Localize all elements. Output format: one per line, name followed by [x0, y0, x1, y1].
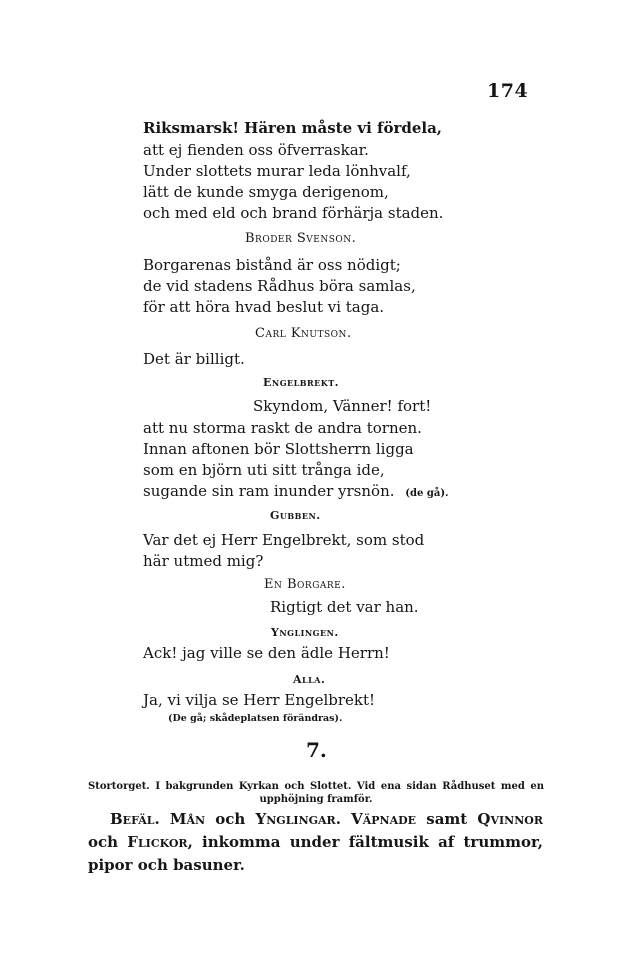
verse-line: de vid stadens Rådhus böra samlas, — [143, 277, 416, 295]
entrance-word: och — [88, 833, 119, 851]
verse-text: sugande sin ram inunder yrsnön. — [143, 482, 395, 500]
stage-direction: (De gå; skådeplatsen förändras). — [168, 713, 343, 724]
verse-line — [143, 481, 449, 504]
verse-continuation: Rigtigt det var han. — [270, 598, 419, 616]
setting-line: Stortorget. I bakgrunden Kyrkan och Slottet. Vid ena sidan Rådhuset med en — [88, 781, 544, 792]
role-vapnade: Väpnade — [351, 810, 417, 828]
verse-line: Borgarenas bistånd är oss nödigt; — [143, 256, 401, 274]
stage-direction: (de gå). — [405, 488, 449, 499]
speaker-heading: Ynglingen. — [271, 626, 339, 639]
speaker-heading: Carl Knutson. — [255, 326, 352, 341]
verse-line: lätt de kunde smyga derigenom, — [143, 183, 389, 201]
verse-line: för att höra hvad beslut vi taga. — [143, 298, 385, 316]
speaker-heading: Broder Svenson. — [245, 231, 357, 246]
verse-speaker-address: Riksmarsk! — [143, 119, 239, 137]
verse-line: som en björn uti sitt trånga ide, — [143, 461, 385, 479]
role-flickor: Flickor, — [127, 833, 193, 851]
verse-line: Det är billigt. — [143, 350, 245, 368]
page-number: 174 — [487, 80, 529, 102]
speaker-heading: Gubben. — [270, 509, 321, 522]
verse-line: här utmed mig? — [143, 552, 264, 570]
verse-line: att nu storma raskt de andra tornen. — [143, 419, 422, 437]
verse-line: Ja, vi vilja se Herr Engelbrekt! — [143, 691, 376, 709]
verse-line — [143, 118, 442, 139]
verse-line: Innan aftonen bör Slottsherrn ligga — [143, 440, 414, 458]
verse-line: Ack! jag ville se den ädle Herrn! — [143, 644, 390, 662]
verse-line: och med eld och brand förhärja staden. — [143, 204, 444, 222]
verse-line: att ej fienden oss öfverraskar. — [143, 141, 369, 159]
scene-setting — [88, 780, 544, 806]
verse-continuation: Skyndom, Vänner! fort! — [253, 397, 432, 415]
role-ynglingar: Ynglingar. — [255, 810, 341, 828]
role-man: Mån — [169, 810, 206, 828]
speaker-heading: Engelbrekt. — [263, 376, 339, 389]
entrance-text: inkomma under fältmusik af trummor, pipor och basuner. — [88, 833, 544, 874]
verse-line: Under slottets murar leda lönhvalf, — [143, 162, 411, 180]
speaker-heading: Alla. — [293, 673, 326, 686]
entrance-direction — [88, 808, 543, 877]
entrance-word: samt — [426, 810, 468, 828]
entrance-word: och — [215, 810, 246, 828]
speaker-heading: En Borgare. — [264, 577, 346, 592]
role-qvinnor: Qvinnor — [477, 810, 544, 828]
setting-line: upphöjning framför. — [259, 794, 373, 805]
role-befal: Befäl. — [110, 810, 160, 828]
verse-line: Var det ej Herr Engelbrekt, som stod — [143, 531, 425, 549]
scene-number: 7. — [306, 738, 327, 762]
verse-text: Hären måste vi fördela, — [244, 119, 443, 137]
